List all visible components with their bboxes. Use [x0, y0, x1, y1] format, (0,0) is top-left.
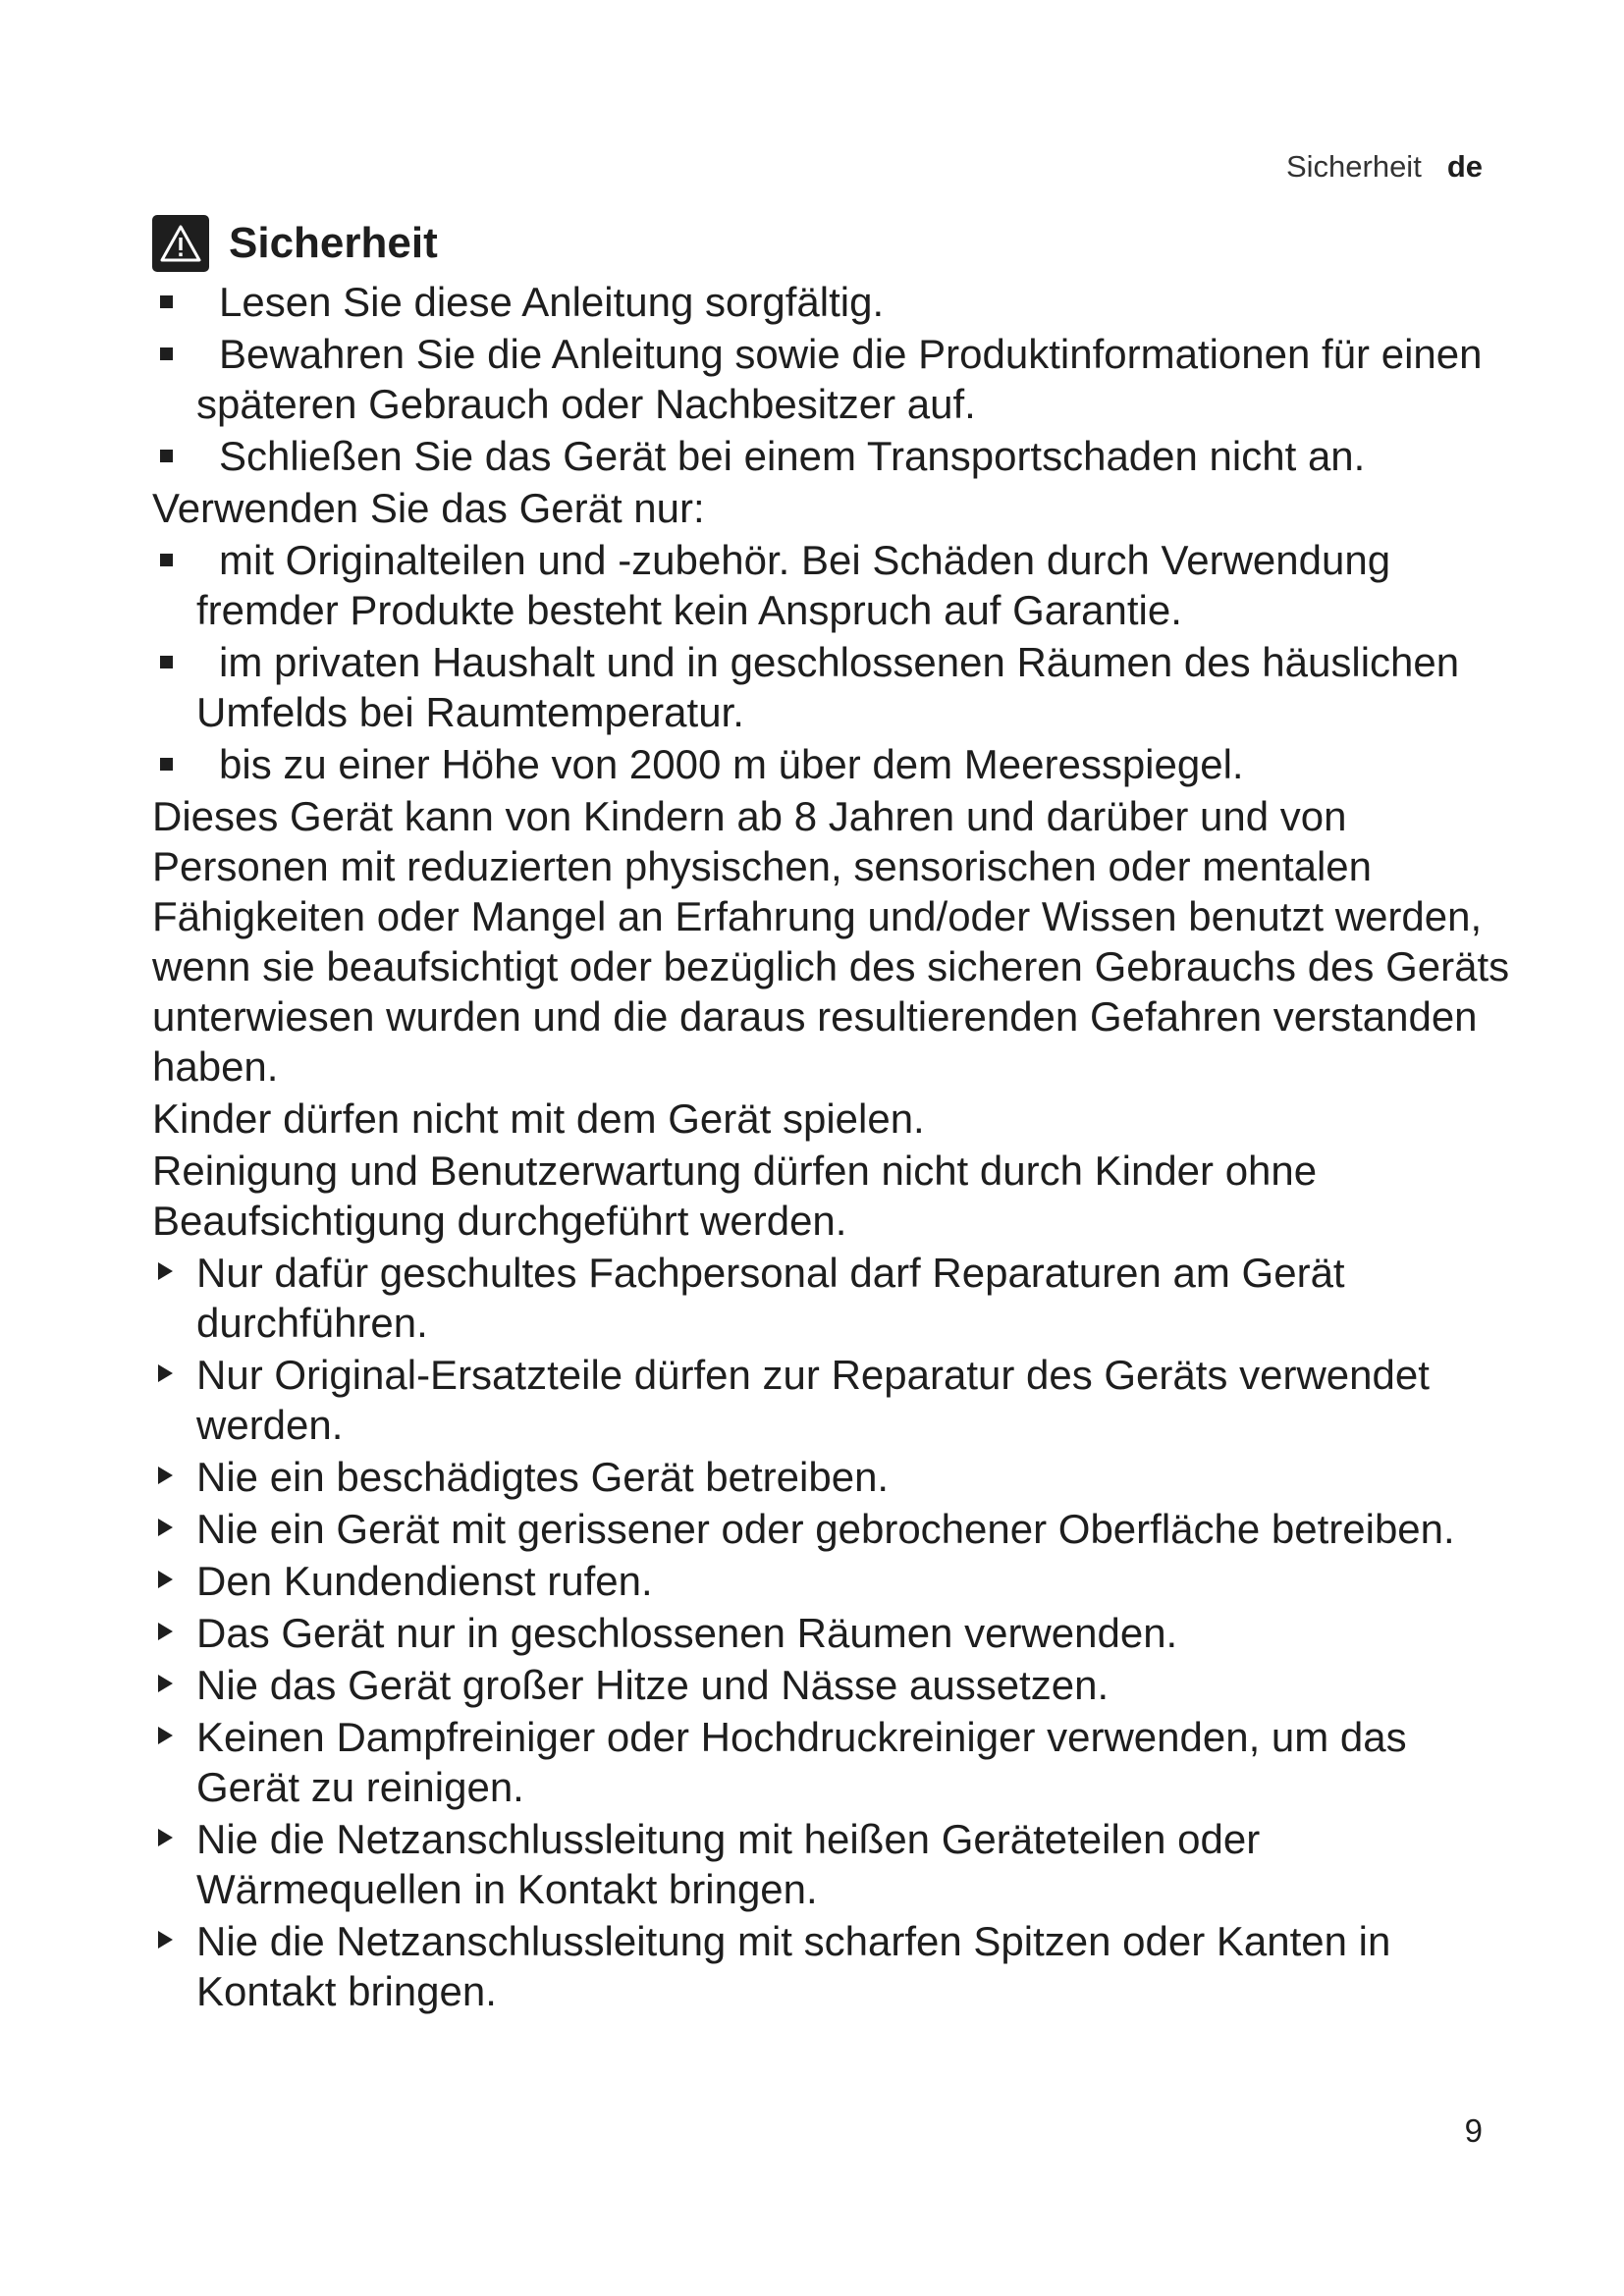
- list-item: Schließen Sie das Gerät bei einem Transportschaden nicht an.: [152, 431, 1517, 481]
- list-item: mit Originalteilen und -zubehör. Bei Schäden durch Verwendung fremder Produkte besteht kein Anspruch auf Garantie.: [152, 535, 1517, 635]
- list-item: Lesen Sie diese Anleitung sorgfältig.: [152, 277, 1517, 327]
- triangle-bullet-icon: [158, 1571, 173, 1588]
- cleaning-paragraph: Reinigung und Benutzerwartung dürfen nicht durch Kinder ohne Beaufsichtigung durchgeführt werden.: [152, 1148, 1318, 1244]
- square-bullet-icon: [160, 347, 173, 360]
- usage-intro: Verwenden Sie das Gerät nur:: [152, 485, 705, 531]
- list-item: Nie die Netzanschlussleitung mit heißen Geräteteilen oder Wärmequellen in Kontakt bringen.: [152, 1814, 1517, 1914]
- safety-content: [152, 214, 1517, 2018]
- section-title-text: Sicherheit: [229, 219, 438, 267]
- list-item: Nie das Gerät großer Hitze und Nässe aussetzen.: [152, 1660, 1517, 1710]
- triangle-bullet-icon: [158, 1262, 173, 1280]
- section-title: [152, 214, 1517, 273]
- general-safety-list: [152, 277, 1517, 481]
- header-section: Sicherheit: [1285, 149, 1422, 184]
- instructions-list: [152, 1248, 1517, 2016]
- list-item: Den Kundendienst rufen.: [152, 1556, 1517, 1606]
- list-item: Nur dafür geschultes Fachpersonal darf Reparaturen am Gerät durchführen.: [152, 1248, 1517, 1348]
- triangle-bullet-icon: [158, 1829, 173, 1846]
- page-number: 9: [1464, 2112, 1483, 2149]
- square-bullet-icon: [160, 758, 173, 771]
- triangle-bullet-icon: [158, 1519, 173, 1536]
- square-bullet-icon: [160, 554, 173, 566]
- list-item: Bewahren Sie die Anleitung sowie die Produktinformationen für einen späteren Gebrauch oder Nachbesitzer auf.: [152, 329, 1517, 429]
- list-item: Keinen Dampfreiniger oder Hochdruckreiniger verwenden, um das Gerät zu reinigen.: [152, 1712, 1517, 1812]
- triangle-bullet-icon: [158, 1623, 173, 1640]
- list-item: Nie ein Gerät mit gerissener oder gebrochener Oberfläche betreiben.: [152, 1504, 1517, 1554]
- list-item: Das Gerät nur in geschlossenen Räumen verwenden.: [152, 1608, 1517, 1658]
- header-language: de: [1446, 149, 1483, 184]
- running-header: [1286, 149, 1483, 185]
- triangle-bullet-icon: [158, 1467, 173, 1484]
- square-bullet-icon: [160, 450, 173, 462]
- warning-triangle-icon: [152, 215, 209, 272]
- triangle-bullet-icon: [158, 1364, 173, 1382]
- list-item: im privaten Haushalt und in geschlossenen Räumen des häuslichen Umfelds bei Raumtemperatur.: [152, 637, 1517, 737]
- children-paragraph: Dieses Gerät kann von Kindern ab 8 Jahren und darüber und von Personen mit reduzierten physischen, sensorischen oder mentalen Fähigkeiten oder Mangel an Erfahrung und/oder Wissen benutzt werden, wenn sie beaufsichtigt oder bezüglich des sicheren Gebrauchs des Geräts unterwiesen wurden und die daraus resultierenden Gefahren verstanden haben.: [152, 793, 1510, 1090]
- triangle-bullet-icon: [158, 1675, 173, 1692]
- usage-conditions-list: [152, 535, 1517, 789]
- list-item: bis zu einer Höhe von 2000 m über dem Meeresspiegel.: [152, 739, 1517, 789]
- triangle-bullet-icon: [158, 1727, 173, 1744]
- list-item: Nie die Netzanschlussleitung mit scharfen Spitzen oder Kanten in Kontakt bringen.: [152, 1916, 1517, 2016]
- triangle-bullet-icon: [158, 1931, 173, 1949]
- children-play-paragraph: Kinder dürfen nicht mit dem Gerät spielen.: [152, 1095, 925, 1142]
- square-bullet-icon: [160, 656, 173, 668]
- list-item: Nie ein beschädigtes Gerät betreiben.: [152, 1452, 1517, 1502]
- list-item: Nur Original-Ersatzteile dürfen zur Reparatur des Geräts verwendet werden.: [152, 1350, 1517, 1450]
- square-bullet-icon: [160, 295, 173, 308]
